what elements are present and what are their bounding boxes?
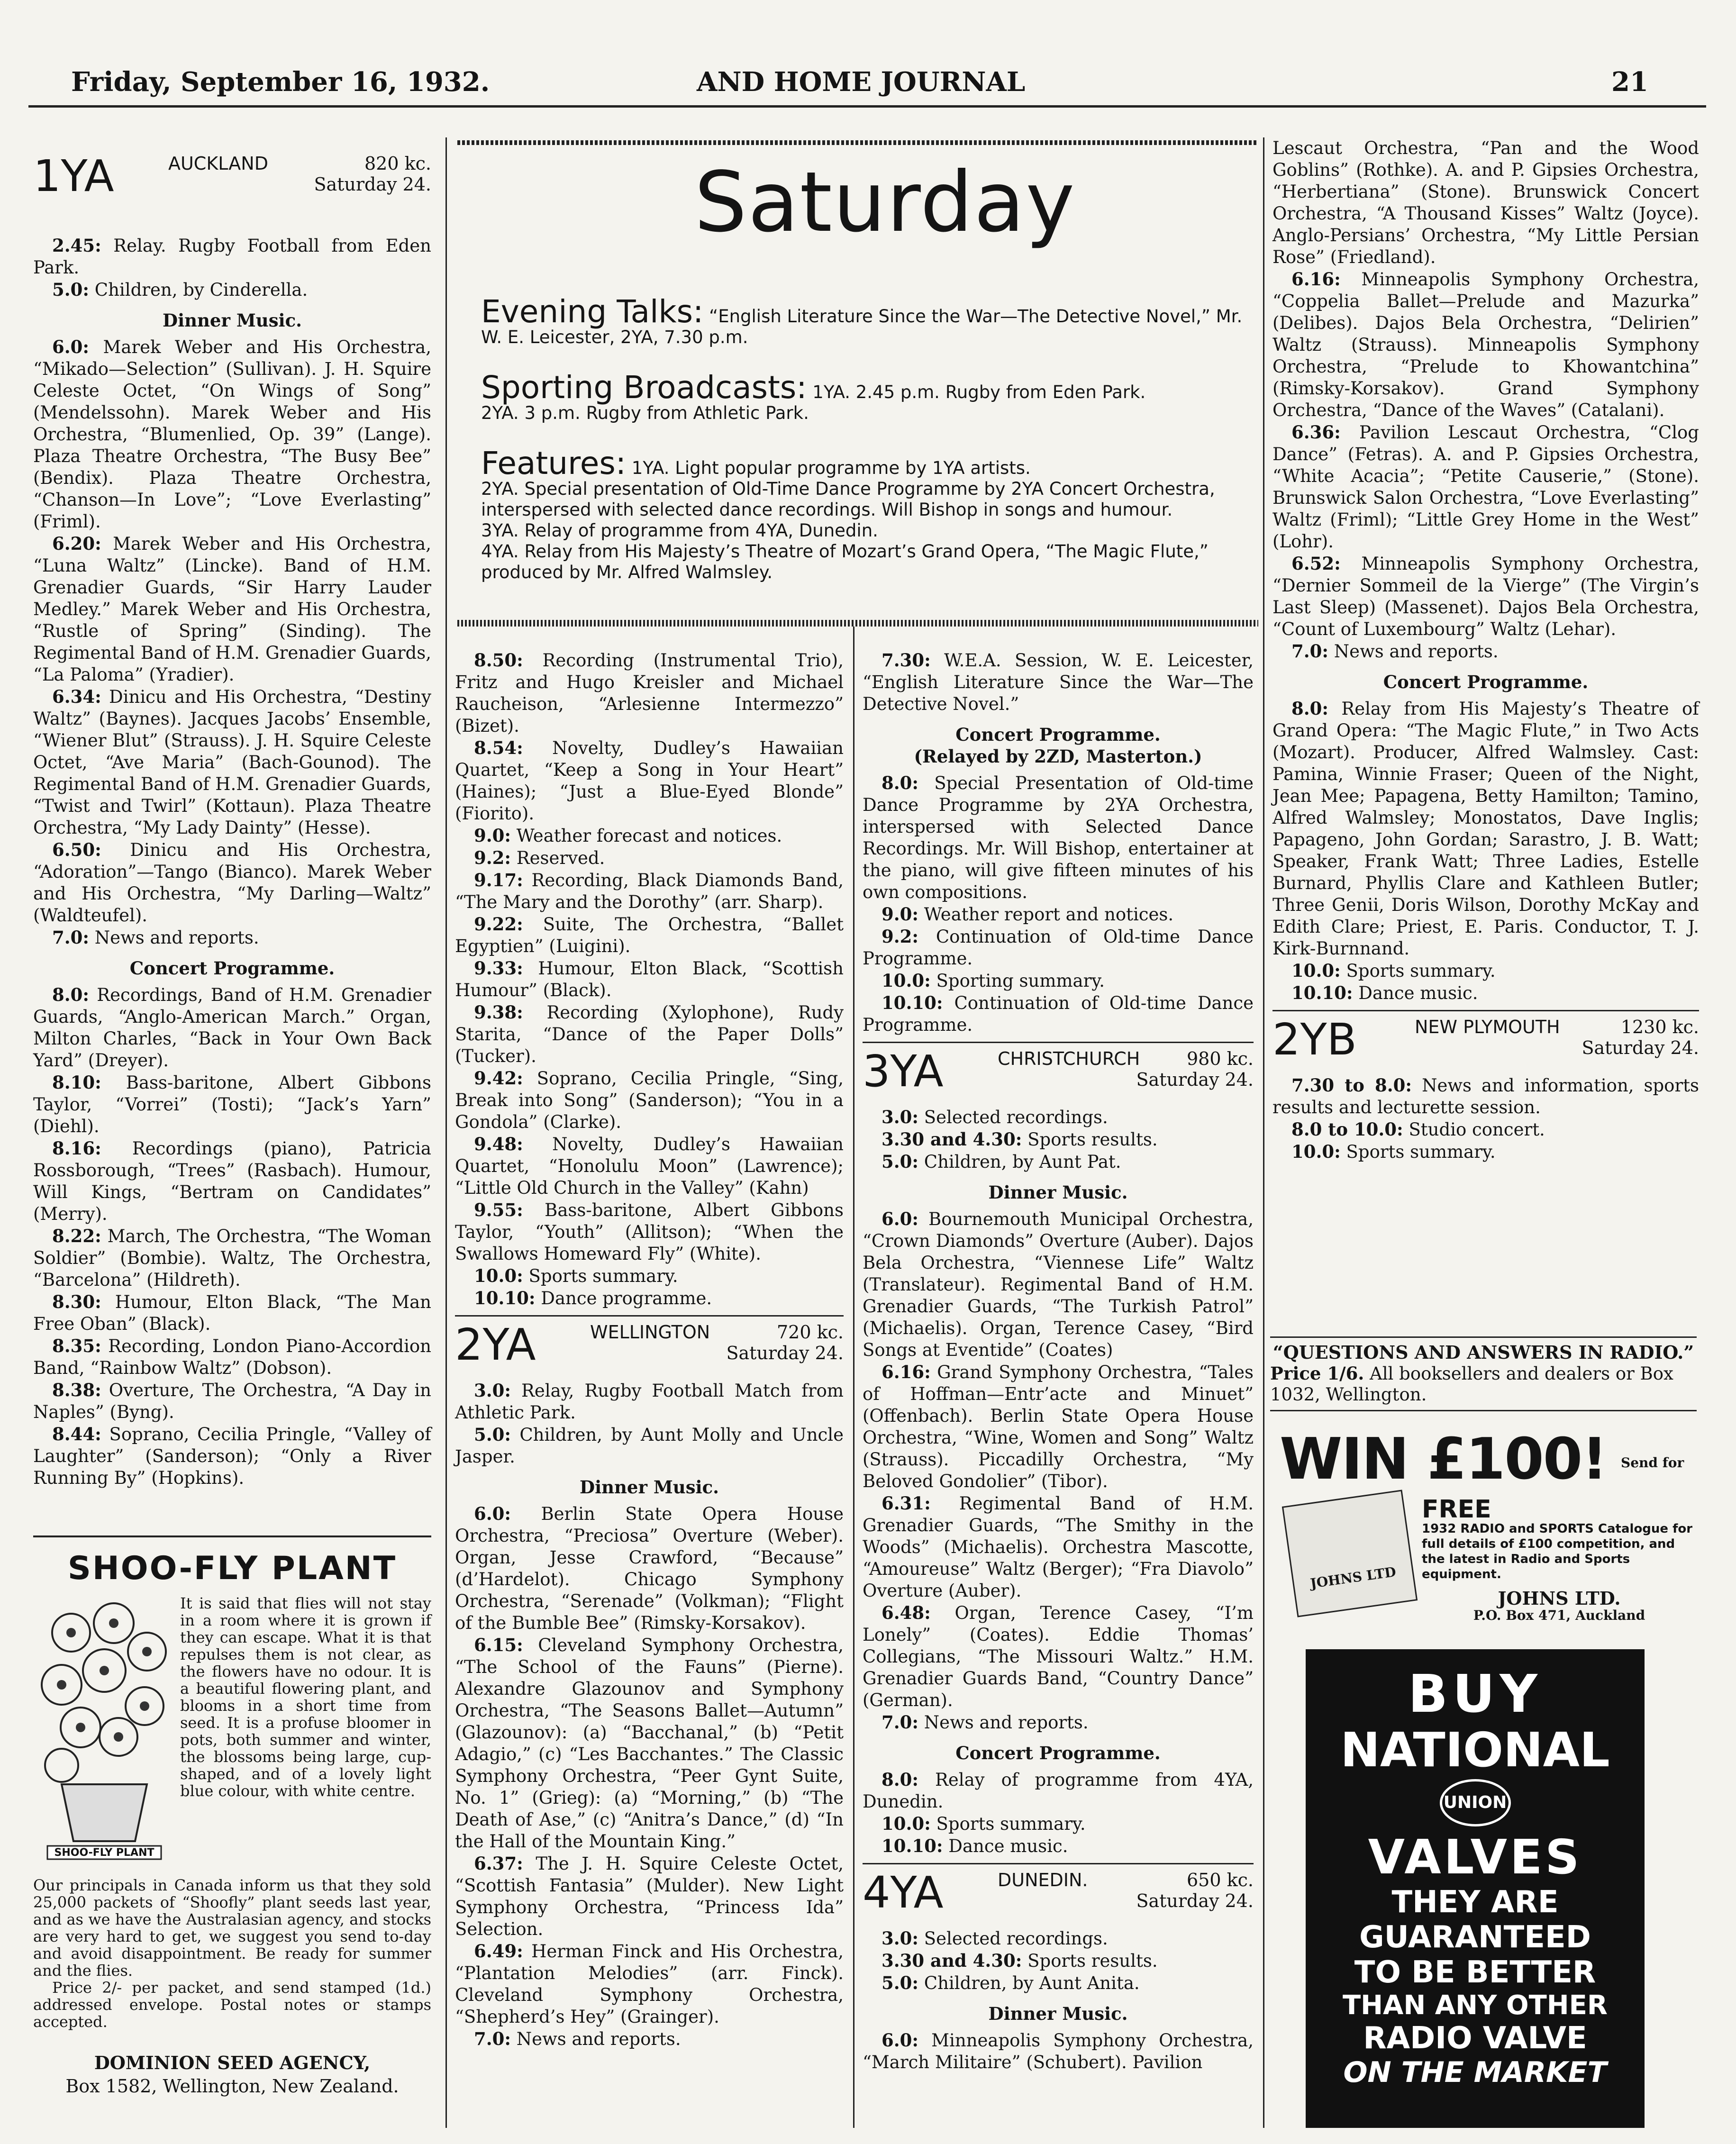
station-code: 2YB bbox=[1272, 1014, 1357, 1065]
box-top-rule bbox=[457, 140, 1258, 145]
day-title: Saturday bbox=[694, 154, 1076, 251]
section-heading: Dinner Music. bbox=[579, 1477, 719, 1498]
station-city: WELLINGTON bbox=[590, 1322, 710, 1343]
programme-item: 5.0: Children, by Aunt Pat. bbox=[882, 1151, 1121, 1172]
programme-item: 5.0: Children, by Aunt Molly and Uncle Jasper. bbox=[455, 1424, 844, 1467]
programme-item: 10.10: Dance music. bbox=[1291, 982, 1478, 1003]
ad-line: TO BE BETTER bbox=[1354, 1955, 1596, 1990]
station-day: Saturday 24. bbox=[1581, 1037, 1699, 1058]
programme-item: 5.0: Children, by Aunt Anita. bbox=[882, 1972, 1140, 1993]
programme-item: 9.33: Humour, Elton Black, “Scottish Humour” (Black). bbox=[455, 958, 844, 1000]
station-header-2ya bbox=[455, 1315, 844, 1376]
programme-item: 6.0: Berlin State Opera House Orchestra, “Preciosa” Overture (Weber). Organ, Jesse Crawford, “Because” (d’Hardelot). Chicago Symphony Orchestra, “Serenade” (Volkman); “Flight of the Bumble Bee” (Rimsky-Korsakov). bbox=[455, 1503, 844, 1633]
station-header-4ya bbox=[863, 1863, 1254, 1924]
win-send: Send for bbox=[1621, 1455, 1684, 1471]
station-city: AUCKLAND bbox=[168, 153, 268, 174]
programme-item: 8.16: Recordings (piano), Patricia Rossborough, “Trees” (Rasbach). Humour, Will Kings, “Bertram on Candidates” (Merry). bbox=[33, 1138, 431, 1224]
station-city: DUNEDIN. bbox=[998, 1870, 1088, 1890]
programme-item: 6.34: Dinicu and His Orchestra, “Destiny Waltz” (Baynes). Jacques Jacobs’ Ensemble, “Wiener Blut” (Strauss). J. H. Squire Celeste Octet, “Ave Maria” (Bach-Gounod). The Regimental Band of H.M. Grenadier Guards, “Twist and Twirl” (Kottaun). Plaza Theatre Orchestra, “My Lady Dainty” (Hesse). bbox=[33, 686, 432, 838]
shoofly-title: SHOO-FLY PLANT bbox=[67, 1550, 397, 1587]
page-number: 21 bbox=[1611, 66, 1648, 98]
programme-item: 8.10: Bass-baritone, Albert Gibbons Taylor, “Vorrei” (Tosti); “Jack’s Yarn” (Diehl). bbox=[33, 1072, 431, 1136]
programme-item: 9.0: Weather forecast and notices. bbox=[474, 825, 782, 846]
box-bottom-rule bbox=[457, 620, 1258, 627]
programme-item: 5.0: Children, by Cinderella. bbox=[52, 279, 308, 300]
programme-item: 6.52: Minneapolis Symphony Orchestra, “Dernier Sommeil de la Vierge” (The Virgin’s Last Sleep) (Massenet). Dajos Bela Orchestra, “Count of Luxembourg” Waltz (Lehar). bbox=[1272, 553, 1699, 639]
win-headline: WIN £100! bbox=[1280, 1426, 1607, 1492]
pot-label: SHOO-FLY PLANT bbox=[54, 1847, 155, 1859]
section-heading: Dinner Music. bbox=[988, 1182, 1128, 1203]
shoofly-address: Box 1582, Wellington, New Zealand. bbox=[65, 2076, 399, 2097]
programme-item: 8.54: Novelty, Dudley’s Hawaiian Quartet, “Keep a Song in Your Heart” (Haines); “Just a Blue-Eyed Blonde” (Fiorito). bbox=[455, 737, 844, 824]
station-frequency: 1230 kc. bbox=[1620, 1017, 1699, 1037]
programme-item: 6.0: Minneapolis Symphony Orchestra, “March Militaire” (Schubert). Pavilion bbox=[863, 2030, 1254, 2072]
header-rule bbox=[28, 105, 1706, 108]
column-2 bbox=[455, 649, 844, 2050]
column-rule-3 bbox=[1263, 137, 1264, 2128]
shoofly-advertisement bbox=[33, 1550, 431, 2128]
programme-item: 8.0: Recordings, Band of H.M. Grenadier Guards, “Anglo-American March.” Organ, Milton Charles, “Back in Your Own Back Yard” (Dreyer). bbox=[33, 984, 431, 1071]
programme-item: 8.22: March, The Orchestra, “The Woman Soldier” (Bombie). Waltz, The Orchestra, “Barcelona” (Hildreth). bbox=[33, 1226, 431, 1290]
programme-item: 10.10: Continuation of Old-time Dance Programme. bbox=[863, 992, 1254, 1035]
win-free: FREE bbox=[1422, 1495, 1491, 1524]
continued-text: Lescaut Orchestra, “Pan and the Wood Goblins” (Rothke). A. and P. Gipsies Orchestra, “Herbertiana” (Stone). Brunswick Concert Orchestra, “A Thousand Kisses” Waltz (Joyce). Anglo-Persians’ Orchestra, “My Little Persian Rose” (Friedland). bbox=[1272, 138, 1699, 267]
programme-item: 6.48: Organ, Terence Casey, “I’m Lonely” (Coates). Eddie Thomas’ Collegians, “The Missouri Waltz.” H.M. Grenadier Guards Band, “Country Dance” (German). bbox=[863, 1602, 1254, 1710]
programme-item: 6.15: Cleveland Symphony Orchestra, “The School of the Fauns” (Pierne). Alexandre Glazounov and Symphony Orchestra, “The Seasons Ballet—Autumn” (Glazounov): (a) “Bacchanal,” (b) “Petit Adagio,” (c) “Les Bacchantes.” The Classic Symphony Orchestra, “Peer Gynt Suite, No. 1” (Grieg): (a) “Morning,” (b) “The Death of Ase,” (c) “Anitra’s Dance,” (d) “In the Hall of the Mountain King.” bbox=[455, 1635, 844, 1852]
programme-item: 7.0: News and reports. bbox=[1291, 641, 1499, 662]
station-code: 4YA bbox=[863, 1867, 944, 1918]
station-city: NEW PLYMOUTH bbox=[1415, 1017, 1560, 1037]
programme-item: 8.0: Special Presentation of Old-time Dance Programme by 2YA Orchestra, interspersed with Selected Dance Recordings. Mr. Will Bishop, entertainer at the piano, will give fifteen minutes of his own compositions. bbox=[863, 772, 1254, 902]
programme-item: 10.0: Sports summary. bbox=[474, 1265, 678, 1286]
programme-item: 6.50: Dinicu and His Orchestra, “Adoration”—Tango (Bianco). Marek Weber and His Orchestra, “My Darling—Waltz” (Waldteufel). bbox=[33, 839, 431, 926]
station-frequency: 820 kc. bbox=[364, 153, 431, 174]
programme-item: 9.42: Soprano, Cecilia Pringle, “Sing, Break into Song” (Sanderson); “You in a Gondola” (Clarke). bbox=[455, 1068, 844, 1132]
programme-item: 8.0: Relay from His Majesty’s Theatre of Grand Opera: “The Magic Flute,” in Two Acts (Mozart). Producer, Alfred Walmsley. Cast: Pamina, Winnie Fraser; Queen of the Night, Jean Mee; Papagena, Betty Hamilton; Tamino, Alfred Walmsley; Monostatos, Dave Inglis; Papageno, John Gordan; Sarastro, J. B. Watt; Speaker, Frank Watt; Three Ladies, Estelle Burnard, Phyllis Clare and Kathleen Butler; Three Genii, Doris Wilson, Dorothy McKay and Edith Clare; Priest, E. Paris. Conductor, T. J. Kirk-Burnnand. bbox=[1272, 698, 1699, 959]
station-day: Saturday 24. bbox=[1136, 1069, 1254, 1090]
relay-note: (Relayed by 2ZD, Masterton.) bbox=[914, 746, 1202, 767]
catalogue-illustration: JOHNS LTD bbox=[1282, 1490, 1418, 1617]
issue-date: Friday, September 16, 1932. bbox=[71, 66, 490, 98]
section-heading: Dinner Music. bbox=[988, 2003, 1128, 2024]
flower-pot-illustration bbox=[33, 1595, 175, 1860]
national-union-valves-ad bbox=[1306, 1649, 1645, 2128]
win-100-ad bbox=[1280, 1426, 1697, 1623]
ad-line-buy: BUY bbox=[1408, 1663, 1542, 1724]
programme-item: 6.31: Regimental Band of H.M. Grenadier Guards, “The Smithy in the Woods” (Michaelis). Orchestra Mascotte, “Amoureuse” Waltz (Berger); “Fra Diavolo” Overture (Auber). bbox=[863, 1493, 1254, 1601]
station-frequency: 650 kc. bbox=[1187, 1870, 1254, 1890]
programme-item: 10.0: Sports summary. bbox=[1291, 1141, 1496, 1162]
features: Features: 1YA. Light popular programme by 1YA artists. 2YA. Special presentation of Old-Time Dance Programme by 2YA Concert Orchestra, interspersed with selected dance recordings. Will Bishop in songs and humour. 3YA. Relay of programme from 4YA, Dunedin. 4YA. Relay from His Majesty’s Theatre of Mozart’s Grand Opera, “The Magic Flute,” produced by Mr. Alfred Walmsley. bbox=[481, 445, 1215, 582]
section-heading: Concert Programme. bbox=[955, 724, 1161, 745]
ad-line: ON THE MARKET bbox=[1343, 2056, 1607, 2089]
shoofly-text: It is said that flies will not stay in a room where it is grown if they can escape. What it is that repulses them is not clear, as the flowers have no odour. It is a beautiful flowering plant, and blooms in a short time from seed. It is a profuse bloomer in pots, both summer and winter, the blossoms being large, cup-shaped, and of a lovely light blue colour, with white centre. bbox=[180, 1594, 431, 1800]
section-heading: Concert Programme. bbox=[129, 958, 335, 979]
column-4 bbox=[1272, 137, 1699, 1163]
win-text: 1932 RADIO and SPORTS Catalogue for full details of £100 competition, and the latest in Radio and Sports equipment. bbox=[1422, 1522, 1693, 1581]
programme-item: 6.37: The J. H. Squire Celeste Octet, “Scottish Fantasia” (Mulder). New Light Symphony Orchestra, “Princess Ida” Selection. bbox=[455, 1853, 844, 1939]
programme-item: 6.0: Marek Weber and His Orchestra, “Mikado—Selection” (Sullivan). J. H. Squire Celeste Octet, “On Wings of Song” (Mendelssohn). Marek Weber and His Orchestra, “Blumenlied, Op. 39” (Lange). Plaza Theatre Orchestra, “The Busy Bee” (Bendix). Plaza Theatre Orchestra, “Chanson—In Love”; “Love Everlasting” (Friml). bbox=[33, 336, 431, 532]
station-frequency: 980 kc. bbox=[1187, 1048, 1254, 1069]
win-box: P.O. Box 471, Auckland bbox=[1473, 1608, 1645, 1623]
programme-item: 9.55: Bass-baritone, Albert Gibbons Taylor, “Youth” (Allitson); “When the Swallows Homeward Fly” (White). bbox=[455, 1199, 844, 1264]
win-firm: JOHNS LTD. bbox=[1498, 1588, 1621, 1609]
ad-rule bbox=[33, 1535, 431, 1537]
programme-item: 10.0: Sports summary. bbox=[882, 1813, 1086, 1834]
programme-item: 10.0: Sporting summary. bbox=[882, 970, 1105, 991]
station-day: Saturday 24. bbox=[314, 174, 431, 195]
programme-item: 8.44: Soprano, Cecilia Pringle, “Valley of Laughter” (Sanderson); “Only a River Running By” (Hopkins). bbox=[33, 1424, 432, 1488]
programme-item: 9.0: Weather report and notices. bbox=[882, 904, 1174, 925]
station-header-1ya bbox=[33, 148, 431, 207]
programme-item: 9.2: Reserved. bbox=[474, 847, 605, 868]
station-frequency: 720 kc. bbox=[777, 1322, 844, 1343]
column-3 bbox=[863, 649, 1254, 2073]
programme-item: 9.22: Suite, The Orchestra, “Ballet Egyptien” (Luigini). bbox=[455, 914, 844, 956]
journal-title: AND HOME JOURNAL bbox=[697, 66, 1026, 98]
programme-item: 8.30: Humour, Elton Black, “The Man Free Oban” (Black). bbox=[33, 1291, 431, 1334]
programme-item: 9.17: Recording, Black Diamonds Band, “The Mary and the Dorothy” (arr. Sharp). bbox=[455, 870, 844, 912]
qa-text: Price 1/6. All booksellers and dealers or Box 1032, Wellington. bbox=[1270, 1363, 1673, 1405]
programme-item: 8.38: Overture, The Orchestra, “A Day in Naples” (Byng). bbox=[33, 1380, 432, 1422]
programme-item: 7.30 to 8.0: News and information, sports results and lecturette session. bbox=[1272, 1075, 1699, 1117]
programme-item: 6.20: Marek Weber and His Orchestra, “Luna Waltz” (Lincke). Band of H.M. Grenadier Guards, “Sir Harry Lauder Medley.” Marek Weber and His Orchestra, “Rustle of Spring” (Sinding). The Regimental Band of H.M. Grenadier Guards, “La Paloma” (Yradier). bbox=[33, 533, 431, 685]
station-day: Saturday 24. bbox=[726, 1343, 844, 1363]
programme-item: 6.49: Herman Finck and His Orchestra, “Plantation Melodies” (arr. Finck). Cleveland Symphony Orchestra, “Shepherd’s Hey” (Grainger). bbox=[455, 1941, 844, 2027]
station-header-3ya bbox=[863, 1042, 1254, 1102]
shoofly-agency: DOMINION SEED AGENCY, bbox=[94, 2052, 371, 2073]
section-heading: Dinner Music. bbox=[162, 310, 302, 331]
programme-item: 6.16: Grand Symphony Orchestra, “Tales of Hoffman—Entr’acte and Minuet” (Offenbach). Berlin State Opera House Orchestra, “Wine, Women and Song” Waltz (Strauss). Piccadilly Orchestra, “My Beloved Gondolier” (Tibor). bbox=[863, 1362, 1254, 1491]
station-city: CHRISTCHURCH bbox=[998, 1048, 1140, 1069]
station-day: Saturday 24. bbox=[1136, 1890, 1254, 1911]
column-1yaauckland bbox=[33, 142, 431, 1489]
sporting-broadcasts: Sporting Broadcasts: 1YA. 2.45 p.m. Rugby from Eden Park. 2YA. 3 p.m. Rugby from Athletic Park. bbox=[481, 369, 1146, 423]
column-rule-1 bbox=[445, 137, 447, 2128]
station-code: 3YA bbox=[863, 1046, 944, 1097]
station-code: 2YA bbox=[455, 1319, 536, 1370]
programme-item: 3.30 and 4.30: Sports results. bbox=[882, 1950, 1158, 1971]
programme-item: 8.0: Relay of programme from 4YA, Dunedin. bbox=[863, 1769, 1254, 1812]
programme-item: 6.16: Minneapolis Symphony Orchestra, “Coppelia Ballet—Prelude and Mazurka” (Delibes). Dajos Bela Orchestra, “Delirien” Waltz (Strauss). Minneapolis Symphony Orchestra, “Prelude to Khowantchina” (Rimsky-Korsakov). Grand Symphony Orchestra, “Dance of the Waves” (Catalani). bbox=[1272, 269, 1699, 420]
section-heading: Concert Programme. bbox=[1383, 672, 1589, 692]
programme-item: 6.36: Pavilion Lescaut Orchestra, “Clog Dance” (Fetras). A. and P. Gipsies Orchestra, “White Acacia”; “Petite Causerie,” (Stone). Brunswick Salon Orchestra, “Love Everlasting” Waltz (Friml); “Little Grey Home in the West” (Lohr). bbox=[1272, 422, 1699, 552]
ad-line: THAN ANY OTHER bbox=[1342, 1990, 1608, 2021]
programme-item: 3.0: Selected recordings. bbox=[882, 1107, 1108, 1127]
union-logo: UNION bbox=[1440, 1779, 1511, 1826]
programme-item: 6.0: Bournemouth Municipal Orchestra, “Crown Diamonds” Overture (Auber). Dajos Bela Orchestra, “Viennese Life” Waltz (Translateur). Regimental Band of H.M. Grenadier Guards, “The Turkish Patrol” (Michaelis). Organ, Terence Casey, “Bird Songs at Eventide” (Coates) bbox=[863, 1208, 1254, 1360]
programme-item: 10.10: Dance music. bbox=[882, 1835, 1068, 1856]
programme-item: 8.50: Recording (Instrumental Trio), Fritz and Hugo Kreisler and Michael Raucheison, “Arlesienne Intermezzo” (Bizet). bbox=[455, 650, 844, 736]
programme-item: 2.45: Relay. Rugby Football from Eden Park. bbox=[33, 235, 432, 278]
programme-item: 3.0: Relay, Rugby Football Match from Athletic Park. bbox=[455, 1380, 844, 1423]
programme-item: 9.38: Recording (Xylophone), Rudy Starita, “Dance of the Paper Dolls” (Tucker). bbox=[455, 1002, 844, 1066]
section-heading: Concert Programme. bbox=[955, 1743, 1161, 1763]
column-rule-2 bbox=[853, 626, 854, 2128]
programme-item: 3.30 and 4.30: Sports results. bbox=[882, 1129, 1158, 1150]
programme-item: 7.30: W.E.A. Session, W. E. Leicester, “English Literature Since the War—The Detective Novel.” bbox=[863, 650, 1254, 714]
programme-item: 7.0: News and reports. bbox=[52, 927, 259, 948]
ad-line-national: NATIONAL bbox=[1340, 1722, 1610, 1778]
programme-item: 3.0: Selected recordings. bbox=[882, 1928, 1108, 1949]
programme-item: 8.35: Recording, London Piano-Accordion Band, “Rainbow Waltz” (Dobson). bbox=[33, 1335, 432, 1378]
evening-talks: Evening Talks: “English Literature Since the War—The Detective Novel,” Mr. W. E. Leicester, 2YA, 7.30 p.m. bbox=[481, 293, 1243, 347]
programme-item: 8.0 to 10.0: Studio concert. bbox=[1291, 1119, 1545, 1140]
ad-line: RADIO VALVE bbox=[1363, 2021, 1587, 2056]
programme-item: 9.2: Continuation of Old-time Dance Programme. bbox=[863, 926, 1254, 969]
ad-line: GUARANTEED bbox=[1359, 1920, 1591, 1955]
programme-item: 7.0: News and reports. bbox=[882, 1712, 1089, 1733]
programme-item: 10.10: Dance programme. bbox=[474, 1288, 712, 1308]
ad-line-valves: VALVES bbox=[1368, 1829, 1582, 1885]
station-header-2yb bbox=[1272, 1010, 1699, 1071]
questions-answers-ad bbox=[1270, 1336, 1697, 1411]
shoofly-text-2: Our principals in Canada inform us that they sold 25,000 packets of “Shoofly” plant seeds last year, and as we have the Australasian agency, and stocks are very hard to get, we suggest you send to-day and avoid disappointment. Be ready for summer and the flies. Price 2/- per packet, and send stamped (1d.) addressed envelope. Postal notes or stamps accepted. bbox=[33, 1876, 431, 2031]
ad-line: THEY ARE bbox=[1391, 1885, 1559, 1920]
programme-item: 7.0: News and reports. bbox=[474, 2028, 681, 2049]
qa-title: “QUESTIONS AND ANSWERS IN RADIO.” bbox=[1270, 1336, 1697, 1363]
saturday-highlights-box bbox=[457, 140, 1258, 614]
programme-item: 10.0: Sports summary. bbox=[1291, 960, 1496, 981]
programme-item: 9.48: Novelty, Dudley’s Hawaiian Quartet, “Honolulu Moon” (Lawrence); “Little Old Church in the Valley” (Kahn) bbox=[455, 1134, 844, 1198]
station-code: 1YA bbox=[33, 151, 114, 201]
